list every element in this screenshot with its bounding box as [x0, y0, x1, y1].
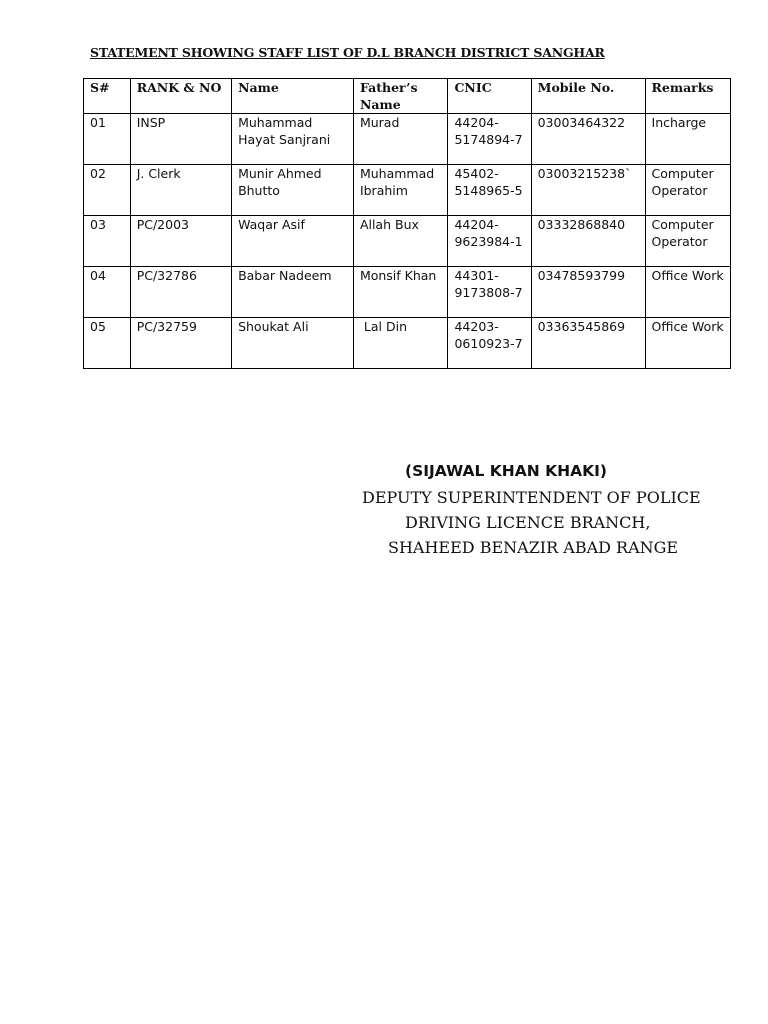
cell-mobile: 03478593799 — [531, 267, 645, 318]
cell-remarks: Office Work — [645, 318, 730, 369]
cell-rank: PC/32786 — [130, 267, 231, 318]
signatory-range: SHAHEED BENAZIR ABAD RANGE — [388, 538, 679, 557]
cell-cnic: 44301-9173808-7 — [448, 267, 531, 318]
cell-sno: 04 — [84, 267, 131, 318]
cell-cnic: 44203-0610923-7 — [448, 318, 531, 369]
cell-remarks: Computer Operator — [645, 216, 730, 267]
table-row — [84, 114, 731, 165]
cell-remarks: Computer Operator — [645, 165, 730, 216]
table-header-row — [84, 79, 731, 114]
cell-name: Waqar Asif — [232, 216, 354, 267]
header-name: Name — [232, 79, 354, 114]
cell-name: Munir Ahmed Bhutto — [232, 165, 354, 216]
cell-father-name: Murad — [353, 114, 448, 165]
header-mobile: Mobile No. — [531, 79, 645, 114]
signatory-name: (SIJAWAL KHAN KHAKI) — [405, 462, 607, 480]
table-row — [84, 267, 731, 318]
cell-name: Babar Nadeem — [232, 267, 354, 318]
cell-mobile: 03332868840 — [531, 216, 645, 267]
cell-sno: 01 — [84, 114, 131, 165]
cell-sno: 03 — [84, 216, 131, 267]
table-row — [84, 165, 731, 216]
header-sno: S# — [84, 79, 131, 114]
cell-name: Shoukat Ali — [232, 318, 354, 369]
cell-mobile: 03003464322 — [531, 114, 645, 165]
signatory-branch: DRIVING LICENCE BRANCH, — [405, 513, 651, 532]
table-row — [84, 216, 731, 267]
cell-sno: 05 — [84, 318, 131, 369]
cell-mobile: 03003215238` — [531, 165, 645, 216]
cell-remarks: Incharge — [645, 114, 730, 165]
cell-father-name: Muhammad Ibrahim — [353, 165, 448, 216]
table-row — [84, 318, 731, 369]
header-father-name: Father’s Name — [353, 79, 448, 114]
cell-cnic: 45402-5148965-5 — [448, 165, 531, 216]
signatory-designation: DEPUTY SUPERINTENDENT OF POLICE — [362, 488, 701, 507]
header-cnic: CNIC — [448, 79, 531, 114]
header-rank: RANK & NO — [130, 79, 231, 114]
cell-father-name: Lal Din — [353, 318, 448, 369]
cell-rank: INSP — [130, 114, 231, 165]
cell-rank: J. Clerk — [130, 165, 231, 216]
cell-mobile: 03363545869 — [531, 318, 645, 369]
cell-cnic: 44204-5174894-7 — [448, 114, 531, 165]
cell-name: Muhammad Hayat Sanjrani — [232, 114, 354, 165]
cell-cnic: 44204-9623984-1 — [448, 216, 531, 267]
document-title: STATEMENT SHOWING STAFF LIST OF D.L BRANCH DISTRICT SANGHAR — [90, 45, 605, 60]
cell-rank: PC/2003 — [130, 216, 231, 267]
cell-father-name: Monsif Khan — [353, 267, 448, 318]
cell-remarks: Office Work — [645, 267, 730, 318]
header-remarks: Remarks — [645, 79, 730, 114]
cell-rank: PC/32759 — [130, 318, 231, 369]
cell-sno: 02 — [84, 165, 131, 216]
cell-father-name: Allah Bux — [353, 216, 448, 267]
staff-table — [83, 78, 731, 369]
